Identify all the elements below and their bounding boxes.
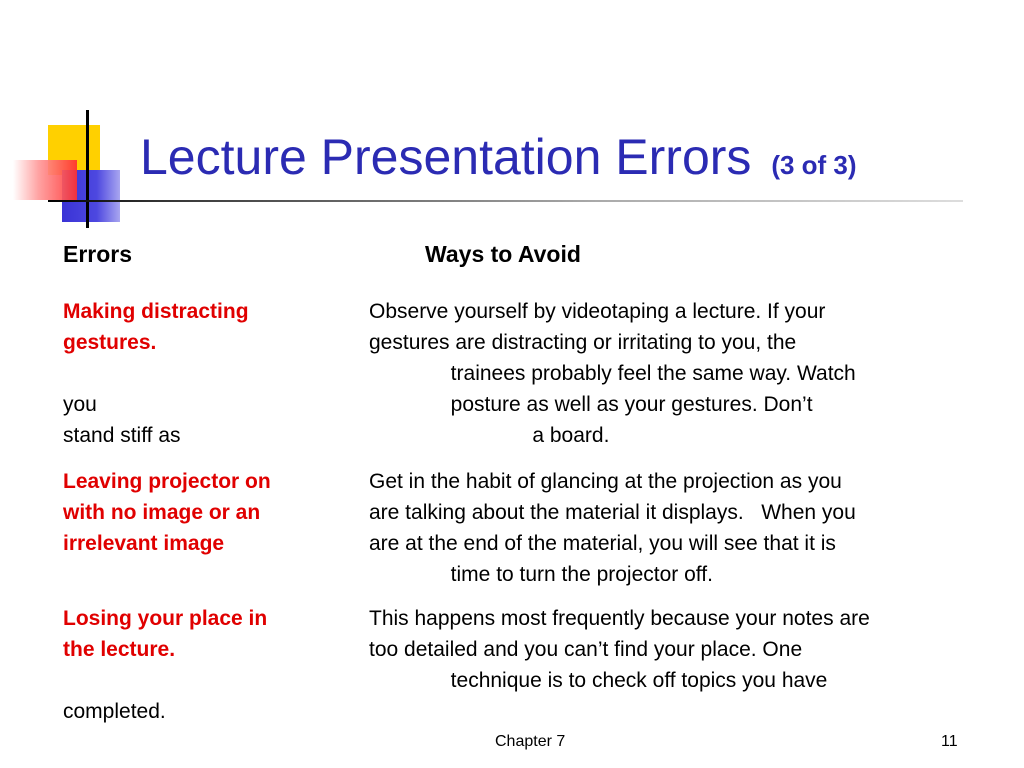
slide-title bbox=[140, 129, 857, 185]
avoid-item-2: Get in the habit of glancing at the projection as you are talking about the material it displays. When you are at the end of the material, you will see that it is time to turn the projector off. bbox=[369, 470, 856, 586]
column-header-errors: Errors bbox=[63, 241, 133, 267]
error-item-1-continuation: you stand stiff as bbox=[63, 393, 181, 447]
footer-chapter: Chapter 7 bbox=[495, 733, 566, 750]
error-item-3-continuation: completed. bbox=[63, 700, 166, 723]
decor-red-square bbox=[13, 160, 77, 200]
error-item-3: Losing your place in the lecture. bbox=[63, 607, 268, 661]
slide-title-suffix: (3 of 3) bbox=[771, 150, 857, 180]
title-underline bbox=[48, 200, 963, 202]
footer-page-number: 11 bbox=[941, 733, 958, 750]
decor-vertical-line bbox=[86, 110, 89, 228]
error-item-1: Making distracting gestures. bbox=[63, 300, 249, 354]
avoid-item-3: This happens most frequently because your notes are too detailed and you can’t find your place. One technique is to check off topics you have bbox=[369, 607, 870, 692]
slide-title-text: Lecture Presentation Errors bbox=[140, 129, 752, 185]
avoid-item-1: Observe yourself by videotaping a lecture. If your gestures are distracting or irritating to you, the trainees probably feel the same way. Watch posture as well as your gestures. Don’t a board. bbox=[369, 300, 856, 447]
column-header-ways-to-avoid: Ways to Avoid bbox=[425, 241, 581, 267]
error-item-2: Leaving projector on with no image or an irrelevant image bbox=[63, 470, 271, 555]
